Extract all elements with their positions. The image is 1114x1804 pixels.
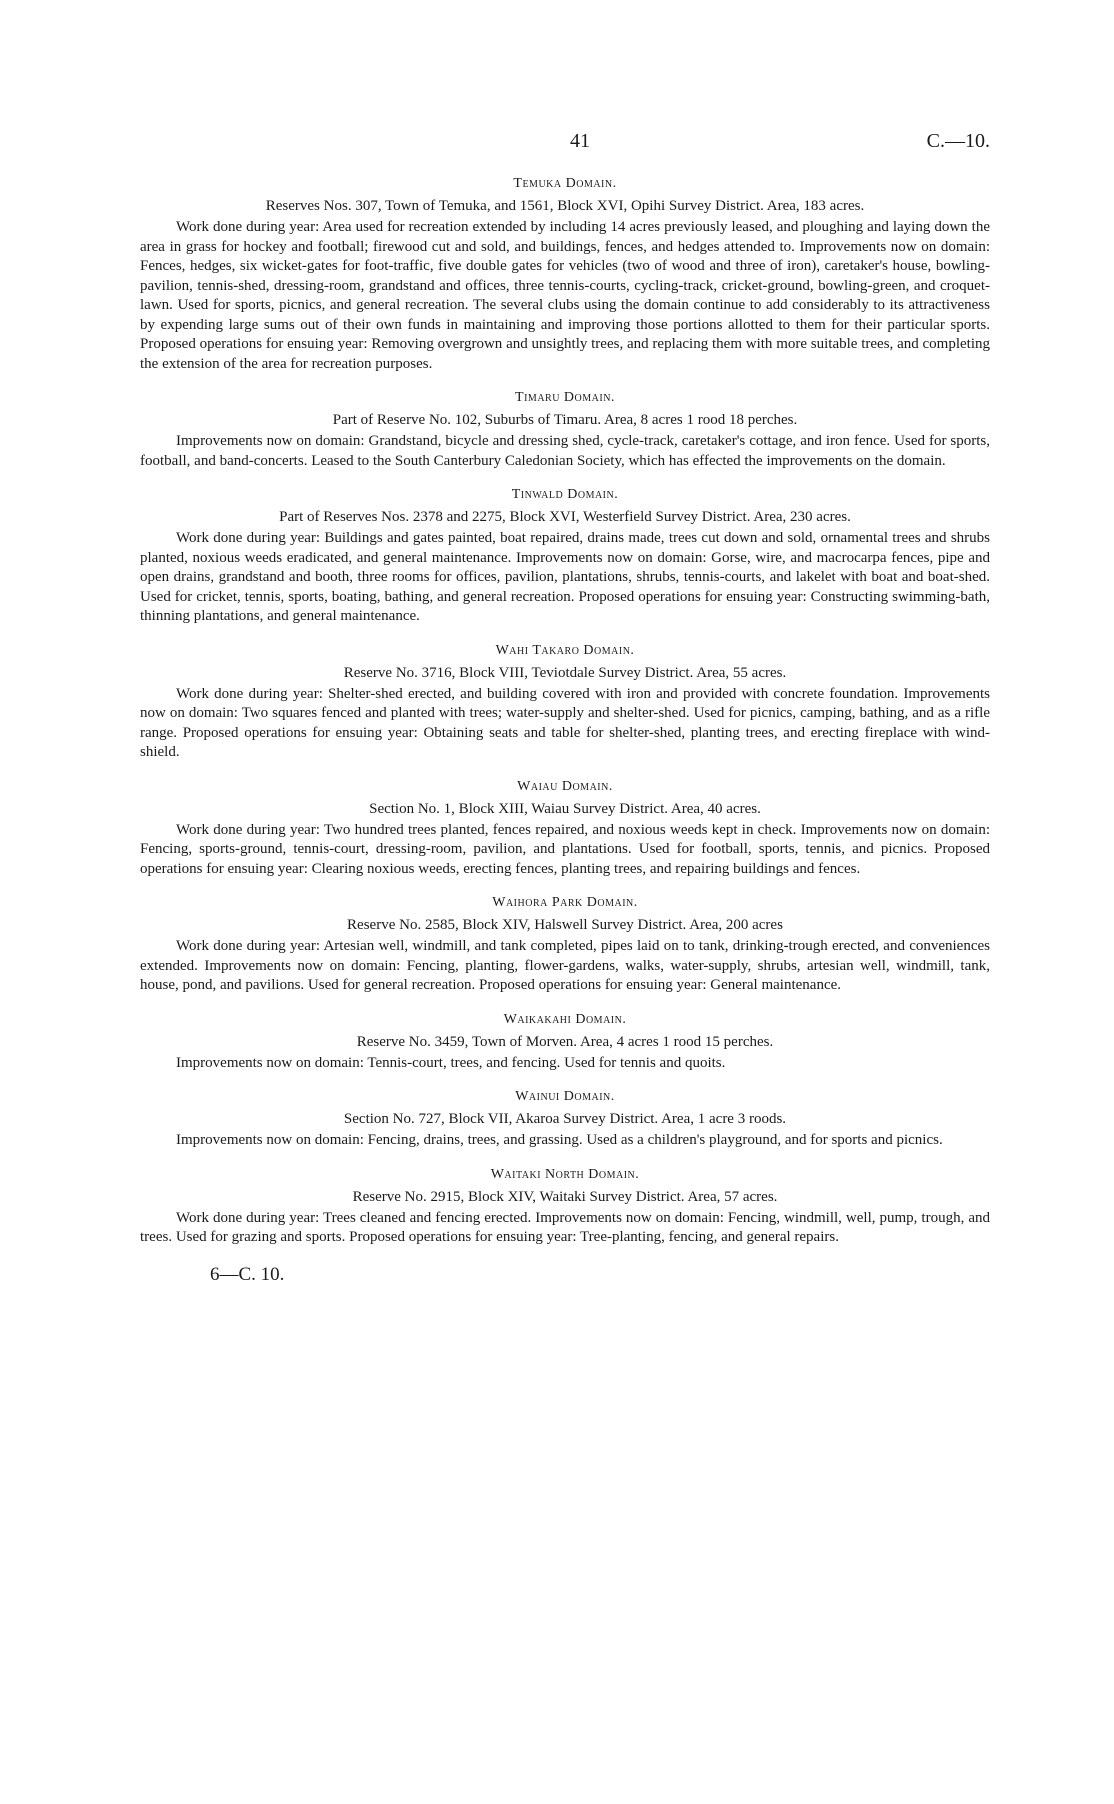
- section-title: Tinwald Domain.: [511, 487, 619, 502]
- reserve-line: Reserve No. 3459, Town of Morven. Area, 4 acres 1 rood 15 perches.: [356, 1033, 774, 1050]
- section-wahi-takaro-domain: [140, 643, 990, 763]
- section-body: Work done during year: Area used for recreation extended by including 14 acres previously leased, and ploughing and laying down the area in grass for hockey and football; firewood cut and sold, and buildings, fences, and hedges attended to. Improvements now on domain: Fences, hedges, six wicket-gates for foot-traffic, five double gates for vehicles (two of wood and three of iron), caretaker's house, bowling-pavilion, tennis-shed, dressing-room, grandstand and offices, three tennis-courts, cycling-track, cricket-ground, bowling-green, and croquet-lawn. Used for sports, picnics, and general recreation. The several clubs using the domain continue to add considerably to its attractiveness by expending large sums out of their own funds in maintaining and improving those portions allotted to them for their particular sports. Proposed operations for ensuing year: Removing overgrown and unsightly trees, and replacing them with more suitable trees, and completing the extension of the area for recreation purposes.: [140, 219, 990, 372]
- section-temuka-domain: [140, 176, 990, 374]
- section-body: Improvements now on domain: Grandstand, bicycle and dressing shed, cycle-track, caretaker's cottage, and iron fence. Used for sports, football, and band-concerts. Leased to the South Canterbury Caledonian Society, which has effected the improvements on the domain.: [140, 433, 990, 469]
- reserve-line: Section No. 1, Block XIII, Waiau Survey District. Area, 40 acres.: [369, 800, 761, 817]
- reserve-line: Reserves Nos. 307, Town of Temuka, and 1561, Block XVI, Opihi Survey District. Area, 183 acres.: [265, 198, 865, 214]
- section-body: Improvements now on domain: Fencing, drains, trees, and grassing. Used as a children's playground, and for sports and picnics.: [176, 1132, 943, 1148]
- section-title: Temuka Domain.: [513, 176, 617, 191]
- reserve-line: Reserve No. 3716, Block VIII, Teviotdale Survey District. Area, 55 acres.: [343, 664, 787, 681]
- reserve-line: Section No. 727, Block VII, Akaroa Survey District. Area, 1 acre 3 roods.: [343, 1111, 787, 1127]
- section-waiau-domain: [140, 779, 990, 880]
- section-body: Work done during year: Shelter-shed erected, and building covered with iron and provided with concrete foundation. Improvements now on domain: Two squares fenced and planted with trees; water-supply and shelter-shed. Used for picnics, camping, bathing, and as a rifle range. Proposed operations for ensuing year: Obtaining seats and table for shelter-shed, planting trees, and erecting fireplace with wind-shield.: [140, 685, 990, 760]
- reserve-line: Reserve No. 2915, Block XIV, Waitaki Survey District. Area, 57 acres.: [352, 1188, 778, 1205]
- reserve-line: Part of Reserves Nos. 2378 and 2275, Block XVI, Westerfield Survey District. Area, 230 acres.: [279, 509, 851, 525]
- section-wainui-domain: [140, 1089, 990, 1151]
- document-page: [140, 130, 990, 1286]
- section-body: Work done during year: Buildings and gates painted, boat repaired, drains made, trees cut down and sold, ornamental trees and shrubs planted, noxious weeds eradicated, and general maintenance. Improvements now on domain: Gorse, wire, and macrocarpa fences, pipe and open drains, grandstand and booth, three rooms for offices, pavilion, plantations, shrubs, tennis-courts, and lakelet with boat and boat-shed. Used for cricket, tennis, sports, boating, bathing, and general recreation. Proposed operations for ensuing year: Constructing swimming-bath, thinning plantations, and general maintenance.: [140, 530, 990, 624]
- reserve-line: Part of Reserve No. 102, Suburbs of Timaru. Area, 8 acres 1 rood 18 perches.: [332, 412, 798, 428]
- section-timaru-domain: [140, 390, 990, 471]
- section-title: Timaru Domain.: [515, 390, 615, 405]
- section-waitaki-north-domain: [140, 1167, 990, 1248]
- section-body: Work done during year: Artesian well, windmill, and tank completed, pipes laid on to tank, drinking-trough erected, and conveniences extended. Improvements now on domain: Fencing, planting, flower-gardens, walks, water-supply, shrubs, artesian well, windmill, tank, house, pond, and pavilions. Used for general recreation. Proposed operations for ensuing year: General maintenance.: [140, 938, 990, 993]
- page-number: 41: [570, 130, 590, 152]
- section-title: Waitaki North Domain.: [490, 1166, 640, 1182]
- section-waikakahi-domain: [140, 1012, 990, 1074]
- section-title: Waihora Park Domain.: [492, 895, 638, 910]
- section-body: Work done during year: Trees cleaned and fencing erected. Improvements now on domain: Fencing, windmill, well, pump, trough, and trees. Used for grazing and sports. Proposed operations for ensuing year: Tree-planting, fencing, and general repairs.: [140, 1209, 990, 1245]
- document-reference: C.—10.: [926, 130, 990, 152]
- section-title: Wainui Domain.: [515, 1089, 615, 1104]
- section-title: Wahi Takaro Domain.: [495, 642, 635, 658]
- section-tinwald-domain: [140, 487, 990, 627]
- section-title: Waikakahi Domain.: [503, 1011, 627, 1027]
- section-title: Waiau Domain.: [517, 778, 613, 794]
- reserve-line: Reserve No. 2585, Block XIV, Halswell Survey District. Area, 200 acres: [347, 917, 783, 933]
- section-body: Work done during year: Two hundred trees planted, fences repaired, and noxious weeds kept in check. Improvements now on domain: Fencing, sports-ground, tennis-court, dressing-room, pavilion, and plantations. Used for football, sports, tennis, and picnics. Proposed operations for ensuing year: Clearing noxious weeds, erecting fences, planting trees, and repairing buildings and fences.: [140, 821, 990, 877]
- section-waihora-park-domain: [140, 895, 990, 996]
- page-header: [140, 130, 990, 164]
- footer-signature: 6—C. 10.: [210, 1263, 285, 1285]
- section-body: Improvements now on domain: Tennis-court, trees, and fencing. Used for tennis and quoits.: [176, 1054, 726, 1071]
